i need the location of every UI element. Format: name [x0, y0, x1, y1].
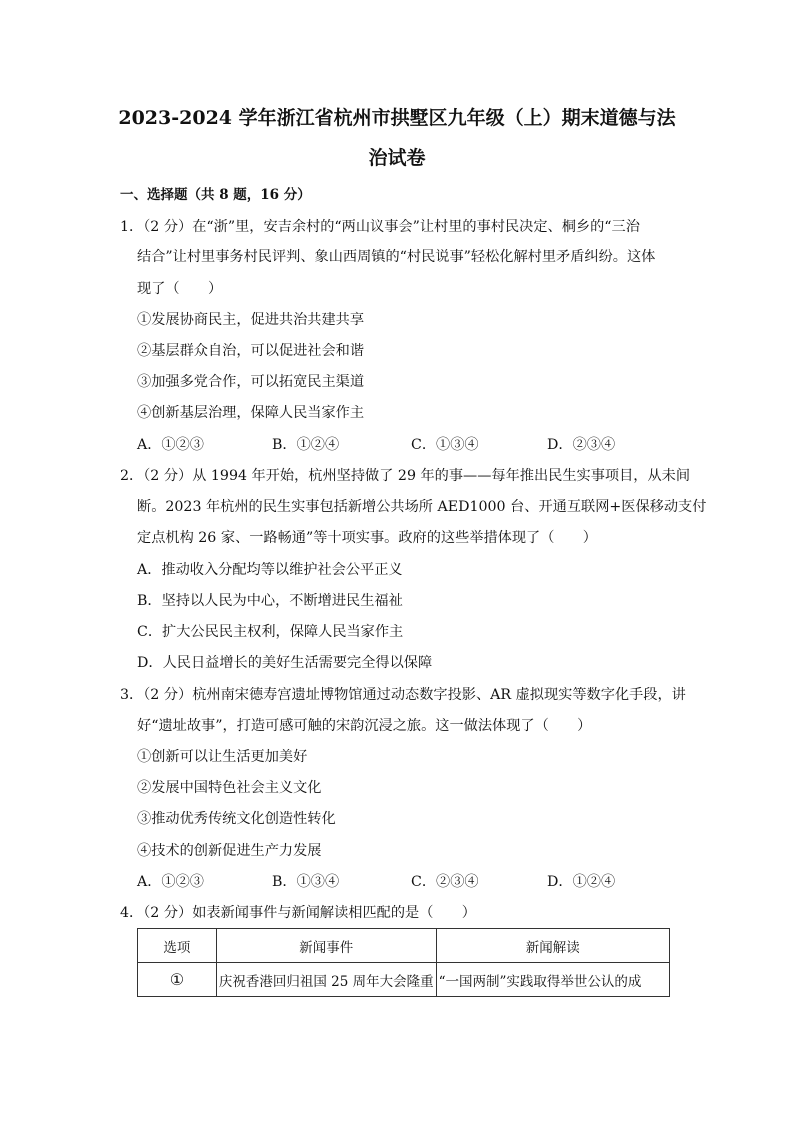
q1-stem-line2: 结合”让村里事务村民评判、象山西周镇的“村民说事”轻松化解村里矛盾纠纷。这体	[137, 249, 656, 265]
header-news-interpretation: 新闻解读	[436, 929, 669, 963]
q3-statement-4: ④技术的创新促进生产力发展	[137, 843, 322, 859]
q2-option-b[interactable]: B．坚持以人民为中心，不断增进民生福祉	[137, 593, 403, 609]
header-news-event: 新闻事件	[216, 929, 436, 963]
q3-option-d[interactable]: D．①②④	[547, 874, 616, 890]
q1-option-a[interactable]: A．①②③	[137, 437, 204, 453]
q3-option-b[interactable]: B．①③④	[272, 874, 340, 890]
q3-stem-line1: 3．（2 分）杭州南宋德寿宫遗址博物馆通过动态数字投影、AR 虚拟现实等数字化手段，讲	[120, 687, 686, 703]
q1-stem-line3: 现了（ ）	[137, 281, 223, 297]
q1-statement-1: ①发展协商民主，促进共治共建共享	[137, 312, 365, 328]
table-row	[138, 963, 670, 997]
q3-statement-2: ②发展中国特色社会主义文化	[137, 780, 322, 796]
header-option: 选项	[138, 929, 217, 963]
q1-stem-line1: 1．（2 分）在“浙”里，安吉余村的“两山议事会”让村里的事村民决定、桐乡的“三治	[120, 219, 640, 235]
q1-option-c[interactable]: C．①③④	[411, 437, 479, 453]
q2-stem-line3: 定点机构 26 家、一路畅通”等十项实事。政府的这些举措体现了（ ）	[137, 530, 597, 546]
q1-option-b[interactable]: B．①②④	[272, 437, 340, 453]
row1-news-interpretation: “一国两制”实践取得举世公认的成	[436, 963, 669, 997]
q1-option-d[interactable]: D．②③④	[547, 437, 616, 453]
q1-statement-2: ②基层群众自治，可以促进社会和谐	[137, 343, 365, 359]
q1-statement-3: ③加强多党合作，可以拓宽民主渠道	[137, 374, 365, 390]
q4-stem-line1: 4．（2 分）如表新闻事件与新闻解读相匹配的是（ ）	[120, 905, 476, 921]
q3-option-a[interactable]: A．①②③	[137, 874, 204, 890]
q2-option-a[interactable]: A．推动收入分配均等以维护社会公平正义	[137, 562, 403, 578]
news-table	[137, 928, 670, 997]
q3-option-c[interactable]: C．②③④	[411, 874, 479, 890]
q3-stem-line2: 好“遗址故事”，打造可感可触的宋韵沉浸之旅。这一做法体现了（ ）	[137, 718, 592, 734]
q2-stem-line2: 断。2023 年杭州的民生实事包括新增公共场所 AED1000 台、开通互联网+医保移动支付	[137, 499, 707, 515]
q2-option-d[interactable]: D．人民日益增长的美好生活需要完全得以保障	[137, 655, 433, 671]
q2-option-c[interactable]: C．扩大公民民主权利，保障人民当家作主	[137, 624, 404, 640]
row1-news-event: 庆祝香港回归祖国 25 周年大会隆重	[216, 963, 436, 997]
q2-stem-line1: 2．（2 分）从 1994 年开始，杭州坚持做了 29 年的事——每年推出民生实事项目，从未间	[120, 468, 691, 484]
q3-statement-1: ①创新可以让生活更加美好	[137, 749, 308, 765]
table-header-row	[138, 929, 670, 963]
q3-statement-3: ③推动优秀传统文化创造性转化	[137, 811, 336, 827]
q1-statement-4: ④创新基层治理，保障人民当家作主	[137, 405, 365, 421]
section-heading: 一、选择题（共 8 题，16 分）	[120, 187, 311, 203]
exam-title-line1: 2023-2024 学年浙江省杭州市拱墅区九年级（上）期末道德与法	[118, 107, 676, 129]
exam-title-line2: 治试卷	[368, 147, 426, 169]
row1-option: ①	[138, 963, 217, 997]
